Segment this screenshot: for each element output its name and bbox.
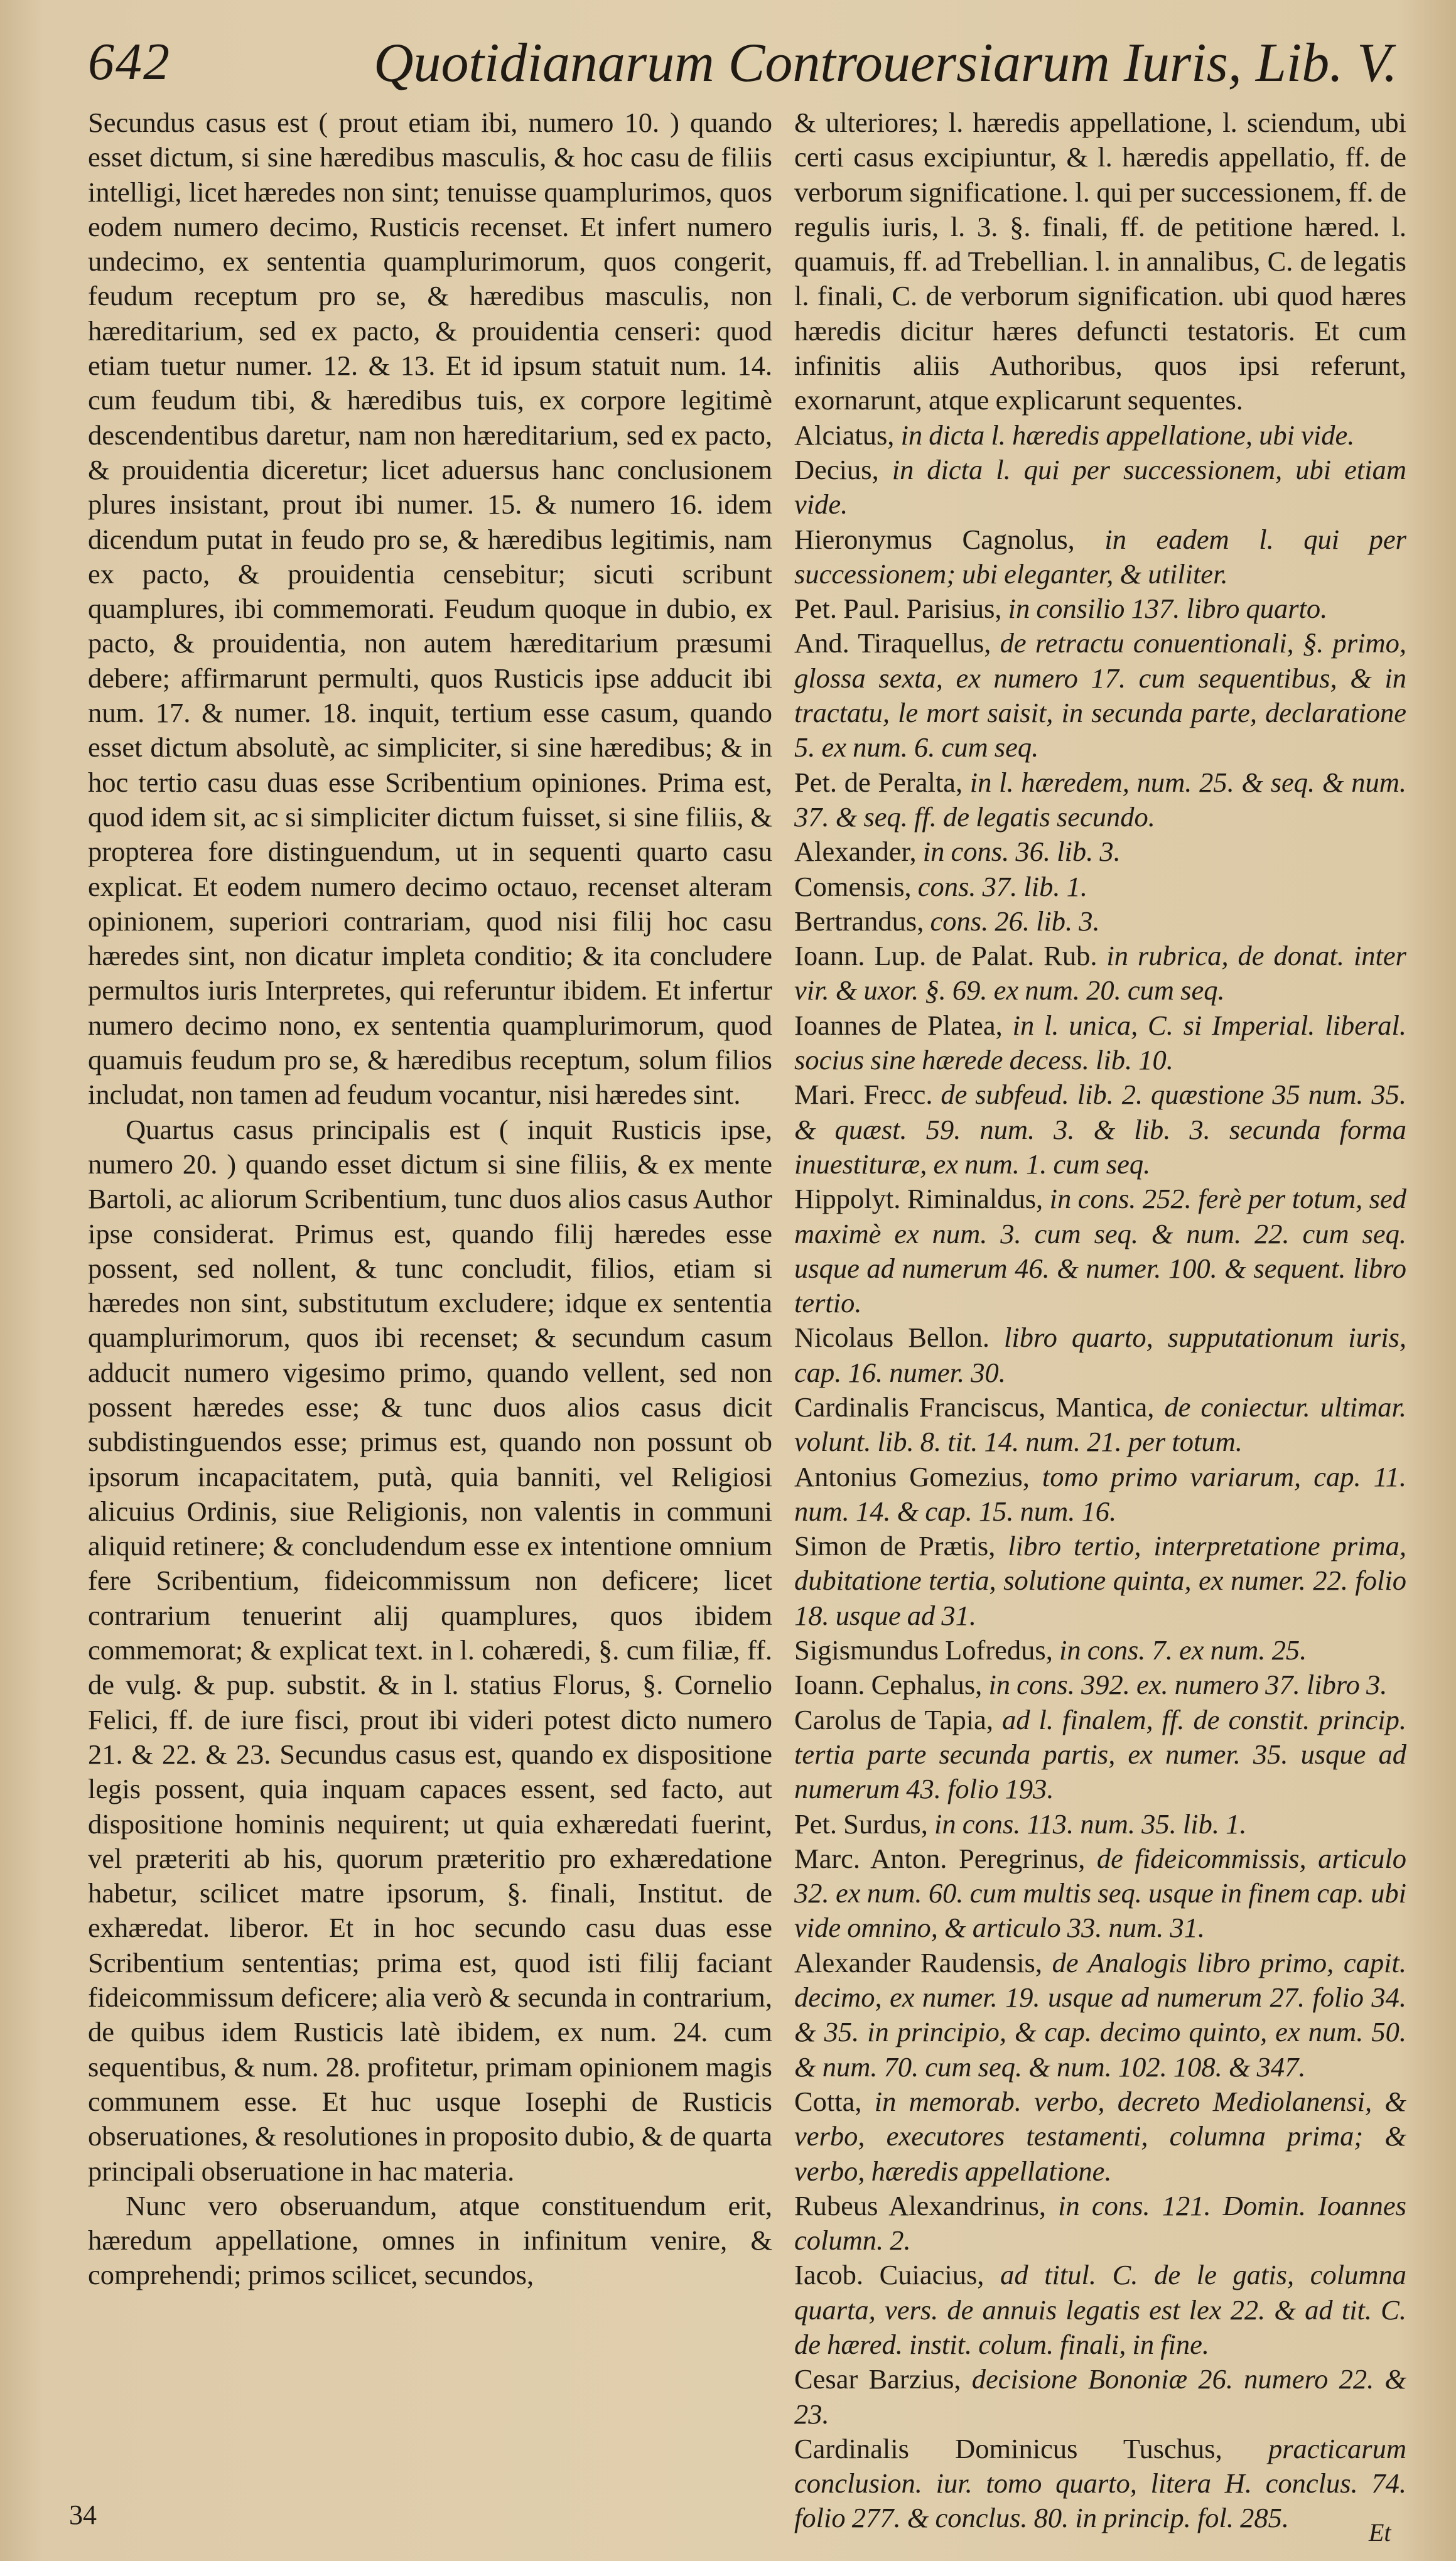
citation-author: Hieronymus Cagnolus, [794,523,1075,555]
citation-author: Alciatus, [794,419,895,451]
citation-entry [794,591,1406,626]
citation-author: Mari. Frecc. [794,1079,933,1111]
citation-author: Decius, [794,453,879,485]
citation-author: Carolus de Tapia, [794,1703,993,1735]
right-column [794,105,1406,2536]
citation-reference: in cons. 252. ferè per totum, sed maximè ex num. 3. cum seq. & num. 22. cum seq. usque ad numerum 46. & numer. 100. & sequent. libro tertio. [794,1183,1406,1319]
citation-author: Antonius Gomezius, [794,1460,1030,1492]
citation-reference: in rubrica, de donat. inter vir. & uxor. §. 69. ex num. 20. cum seq. [794,940,1406,1006]
citation-list [794,418,1406,2536]
citation-reference: libro quarto, supputationum iuris, cap. 16. numer. 30. [794,1322,1407,1388]
citation-entry [794,1182,1406,1320]
citation-reference: ad titul. C. de le gatis, columna quarta, vers. de annuis legatis est lex 22. & ad tit. C. de hæred. instit. colum. finali, in fine. [794,2259,1406,2360]
citation-author: Ioann. Cephalus, [794,1669,983,1701]
citation-entry [794,1807,1406,1841]
citation-entry [794,2189,1406,2258]
citation-author: Ioann. Lup. de Palat. Rub. [794,940,1097,972]
page-header [88,25,1398,100]
citation-reference: libro tertio, interpretatione prima, dubitatione tertia, solutione quinta, ex numer. 22. folio 18. usque ad 31. [794,1530,1406,1631]
citation-reference: in cons. 36. lib. 3. [916,836,1121,868]
citation-reference: in eadem l. qui per successionem; ubi eleganter, & utiliter. [794,523,1406,590]
citation-author: Sigismundus Lofredus, [794,1634,1053,1666]
citation-reference: in dicta l. qui per successionem, ubi etiam vide. [794,453,1406,520]
citation-reference: tomo primo variarum, cap. 11. num. 14. & cap. 15. num. 16. [794,1460,1406,1527]
citation-author: Simon de Prætis, [794,1530,996,1562]
citation-entry [794,1841,1406,1946]
citation-author: Cotta, [794,2085,862,2117]
citation-author: And. Tiraquellus, [794,627,991,659]
citation-entry [794,1668,1406,1702]
citation-author: Pet. Surdus, [794,1808,928,1840]
citation-reference: ad l. finalem, ff. de constit. princip. tertia parte secunda partis, ex numer. 35. usque ad numerum 43. folio 193. [794,1703,1406,1805]
citation-reference: in consilio 137. libro quarto. [1001,593,1328,625]
citation-entry [794,2432,1406,2536]
citation-author: Cardinalis Dominicus Tuschus, [794,2432,1222,2464]
citation-reference: in dicta l. hæredis appellatione, ubi vide. [894,419,1355,451]
citation-reference: in cons. 7. ex num. 25. [1052,1634,1307,1666]
citation-reference: in memorab. verbo, decreto Mediolanensi, & verbo, executores testamenti, columna prima; & verbo, hæredis appellatione. [794,2085,1406,2187]
citation-entry [794,522,1406,592]
citation-entry [794,1703,1406,1807]
citation-entry [794,418,1406,453]
citation-entry [794,1077,1406,1182]
citation-entry [794,765,1406,835]
citation-reference: decisione Bononiæ 26. numero 22. & 23. [794,2363,1406,2430]
citation-entry [794,1460,1406,1529]
citation-reference: in cons. 392. ex. numero 37. libro 3. [982,1669,1388,1701]
citation-author: Pet. de Peralta, [794,766,963,798]
paragraph: Nunc vero obseruandum, atque constituendum erit, hæredum appellatione, omnes in infinitum venire, & comprehendi; primos scilicet, secundos, [88,2189,772,2291]
citation-entry [794,1529,1406,1633]
citation-entry [794,870,1406,904]
citation-author: Hippolyt. Riminaldus, [794,1183,1043,1215]
citation-author: Alexander Raudensis, [794,1946,1043,1978]
citation-entry [794,2362,1406,2432]
left-column [88,105,772,2293]
citation-reference: in l. hæredem, num. 25. & seq. & num. 37. & seq. ff. de legatis secundo. [794,766,1406,833]
citation-entry [794,2084,1406,2189]
citation-entry [794,1390,1406,1460]
citation-reference: cons. 26. lib. 3. [924,905,1100,937]
citation-entry [794,1633,1406,1668]
paragraph: & ulteriores; l. hæredis appellatione, l. sciendum, ubi certi casus excipiuntur, & l. hæredis appellatio, ff. de verborum significatione. l. qui per successionem, ff. de regulis iuris, l. 3. §. finali, ff. de petitione hæred. l. quamuis, ff. ad Trebellian. l. in annalibus, C. de legatis l. finali, C. de verborum signification. ubi quod hæres hæredis dicitur hæres defuncti testatoris. Et cum infinitis aliis Authoribus, quos ipsi referunt, exornarunt, atque explicarunt sequentes. [794,107,1406,416]
citation-author: Cesar Barzius, [794,2363,961,2395]
citation-reference: in cons. 121. Domin. Ioannes column. 2. [794,2189,1406,2256]
citation-author: Marc. Anton. Peregrinus, [794,1842,1086,1874]
citation-reference: de subfeud. lib. 2. quæstione 35 num. 35. & quæst. 59. num. 3. & lib. 3. secunda forma inuestituræ, ex num. 1. cum seq. [794,1079,1406,1180]
citation-reference: cons. 37. lib. 1. [911,870,1087,902]
citation-reference: de coniectur. ultimar. volunt. lib. 8. tit. 14. num. 21. per totum. [794,1391,1406,1458]
citation-author: Cardinalis Franciscus, Mantica, [794,1391,1155,1423]
citation-reference: de retractu conuentionali, §. primo, glossa sexta, ex numero 17. cum sequentibus, & in tractatu, le mort saisit, in secunda parte, declaratione 5. ex num. 6. cum seq. [794,627,1406,763]
citation-reference: de fideicommissis, articulo 32. ex num. 60. cum multis seq. usque in finem cap. ubi vide omnino, & articulo 33. num. 31. [794,1842,1406,1944]
citation-entry [794,834,1406,869]
citation-reference: in cons. 113. num. 35. lib. 1. [927,1808,1247,1840]
citation-author: Ioannes de Platea, [794,1009,1003,1041]
citation-author: Iacob. Cuiacius, [794,2259,984,2291]
citation-entry [794,2258,1406,2362]
citation-reference: practicarum conclusion. iur. tomo quarto, litera H. conclus. 74. folio 277. & conclus. 80. in princip. fol. 285. [794,2432,1406,2534]
citation-entry [794,453,1406,522]
citation-entry [794,1946,1406,2084]
citation-author: Bertrandus, [794,905,924,937]
citation-entry [794,626,1406,765]
citation-entry [794,939,1406,1008]
citation-entry [794,904,1406,939]
paragraph: Quartus casus principalis est ( inquit Rusticis ipse, numero 20. ) quando esset dictum si sine filiis, & ex mente Bartoli, ac aliorum Scribentium, tunc duos alios casus Author ipse considerat. Primus est, quando filij hæredes esse possent, sed nollent, & tunc concludit, filios, etiam si hæredes non sint, substitutum excludere; idque ex sententia quamplurimorum, quos ibi recenset; & secundum casum adducit numero vigesimo primo, quando vellent, sed non possent hæredes esse; & tunc duos alios casus dicit subdistinguendos esse; primus est, quando non possunt ob ipsorum incapacitatem, putà, quia banniti, vel Religiosi alicuius Ordinis, siue Religionis, non valentis in communi aliquid retinere; & concludendum esse ex intentione omnium fere Scribentium, fideicommissum non deficere; licet contrarium tenuerint alij quamplures, quos ibidem commemorat; & explicat text. in l. cohæredi, §. cum filiæ, ff. de vulg. & pup. substit. & in l. statius Florus, §. Cornelio Felici, ff. de iure fisci, prout ibi videri potest dicto numero 21. & 22. & 23. Secundus casus est, quando ex dispositione legis possent, quia inquam capaces essent, sed facto, aut dispositione hominis nequirent; ut quia exhæredati fuerint, vel præteriti ab his, quorum præteritio pro exhæredatione habetur, scilicet matre ipsorum, §. finali, Institut. de exhæredat. liberor. Et in hoc secundo casu duas esse Scribentium sententias; prima est, quod isti filij faciant fideicommissum deficere; alia verò & secunda in contrarium, de quibus idem Rusticis latè ibidem, ex num. 24. cum sequentibus, & num. 28. profitetur, primam opinionem magis communem esse. Et huc usque Iosephi de Rusticis obseruationes, & resolutiones in proposito dubio, & de quarta principali obseruatione in hac materia. [88,1113,772,2187]
citation-author: Comensis, [794,870,912,902]
paragraph: Secundus casus est ( prout etiam ibi, numero 10. ) quando esset dictum, si sine hæredibus masculis, & hoc casu de filiis intelligi, licet hæredes non sint; tenuisse quamplurimos, quos eodem numero decimo, Rusticis recenset. Et infert numero undecimo, ex sententia quamplurimorum, quos congerit, feudum receptum pro se, & hæredibus masculis, non hæreditarium, sed ex pacto, & prouidentia censeri: quod etiam tuetur numer. 12. & 13. Et id ipsum statuit num. 14. cum feudum tibi, & hæredibus tuis, ex corpore legitimè descendentibus daretur, nam non hæreditarium, sed ex pacto, & prouidentia diceretur; licet aduersus hanc conclusionem plures insistant, prout ibi numer. 15. & numero 16. idem dicendum putat in feudo pro se, & hæredibus legitimis, nam ex pacto, & prouidentia censebitur; sicuti scribunt quamplures, ibi commemorati. Feudum quoque in dubio, ex pacto, & prouidentia, non autem hæreditarium præsumi debere; affirmarunt permulti, quos Rusticis ipse adducit ibi num. 17. & numer. 18. inquit, tertium esse casum, quando esset dictum absolutè, ac simpliciter, si sine hæredibus; & in hoc tertio casu duas esse Scribentium opiniones. Prima est, quod idem sit, ac si simpliciter dictum fuisset, si sine filiis, & propterea fore distinguendum, ut in sequenti quarto casu explicat. Et eodem numero decimo octauo, recenset alteram opinionem, superiori contrariam, quod nisi filij hoc casu hæredes sint, non dicatur impleta conditio; & ita concludere permultos iuris Interpretes, qui referuntur ibidem. Et infertur numero decimo nono, ex sententia quamplurimorum, quod quamuis feudum pro se, & hæredibus receptum, solum filios includat, non tamen ad feudum vocantur, nisi hæredes sint. [88,107,772,1111]
citation-author: Rubeus Alexandrinus, [794,2189,1047,2221]
citation-reference: de Analogis libro primo, capit. decimo, ex numer. 19. usque ad numerum 27. folio 34. & 35. in principio, & cap. decimo quinto, ex num. 50. & num. 70. cum seq. & num. 102. 108. & 347. [794,1946,1406,2083]
citation-author: Pet. Paul. Parisius, [794,593,1002,625]
catchword: Et [1369,2518,1391,2547]
citation-reference: in l. unica, C. si Imperial. liberal. socius sine hærede decess. lib. 10. [794,1009,1406,1076]
citation-author: Alexander, [794,836,917,868]
page-number: 642 [88,33,171,91]
citation-author: Nicolaus Bellon. [794,1322,990,1354]
citation-entry [794,1320,1406,1390]
signature-mark: 34 [69,2499,97,2530]
running-title: Quotidianarum Controuersiarum Iuris, Lib. V. [374,33,1398,94]
citation-entry [794,1008,1406,1078]
